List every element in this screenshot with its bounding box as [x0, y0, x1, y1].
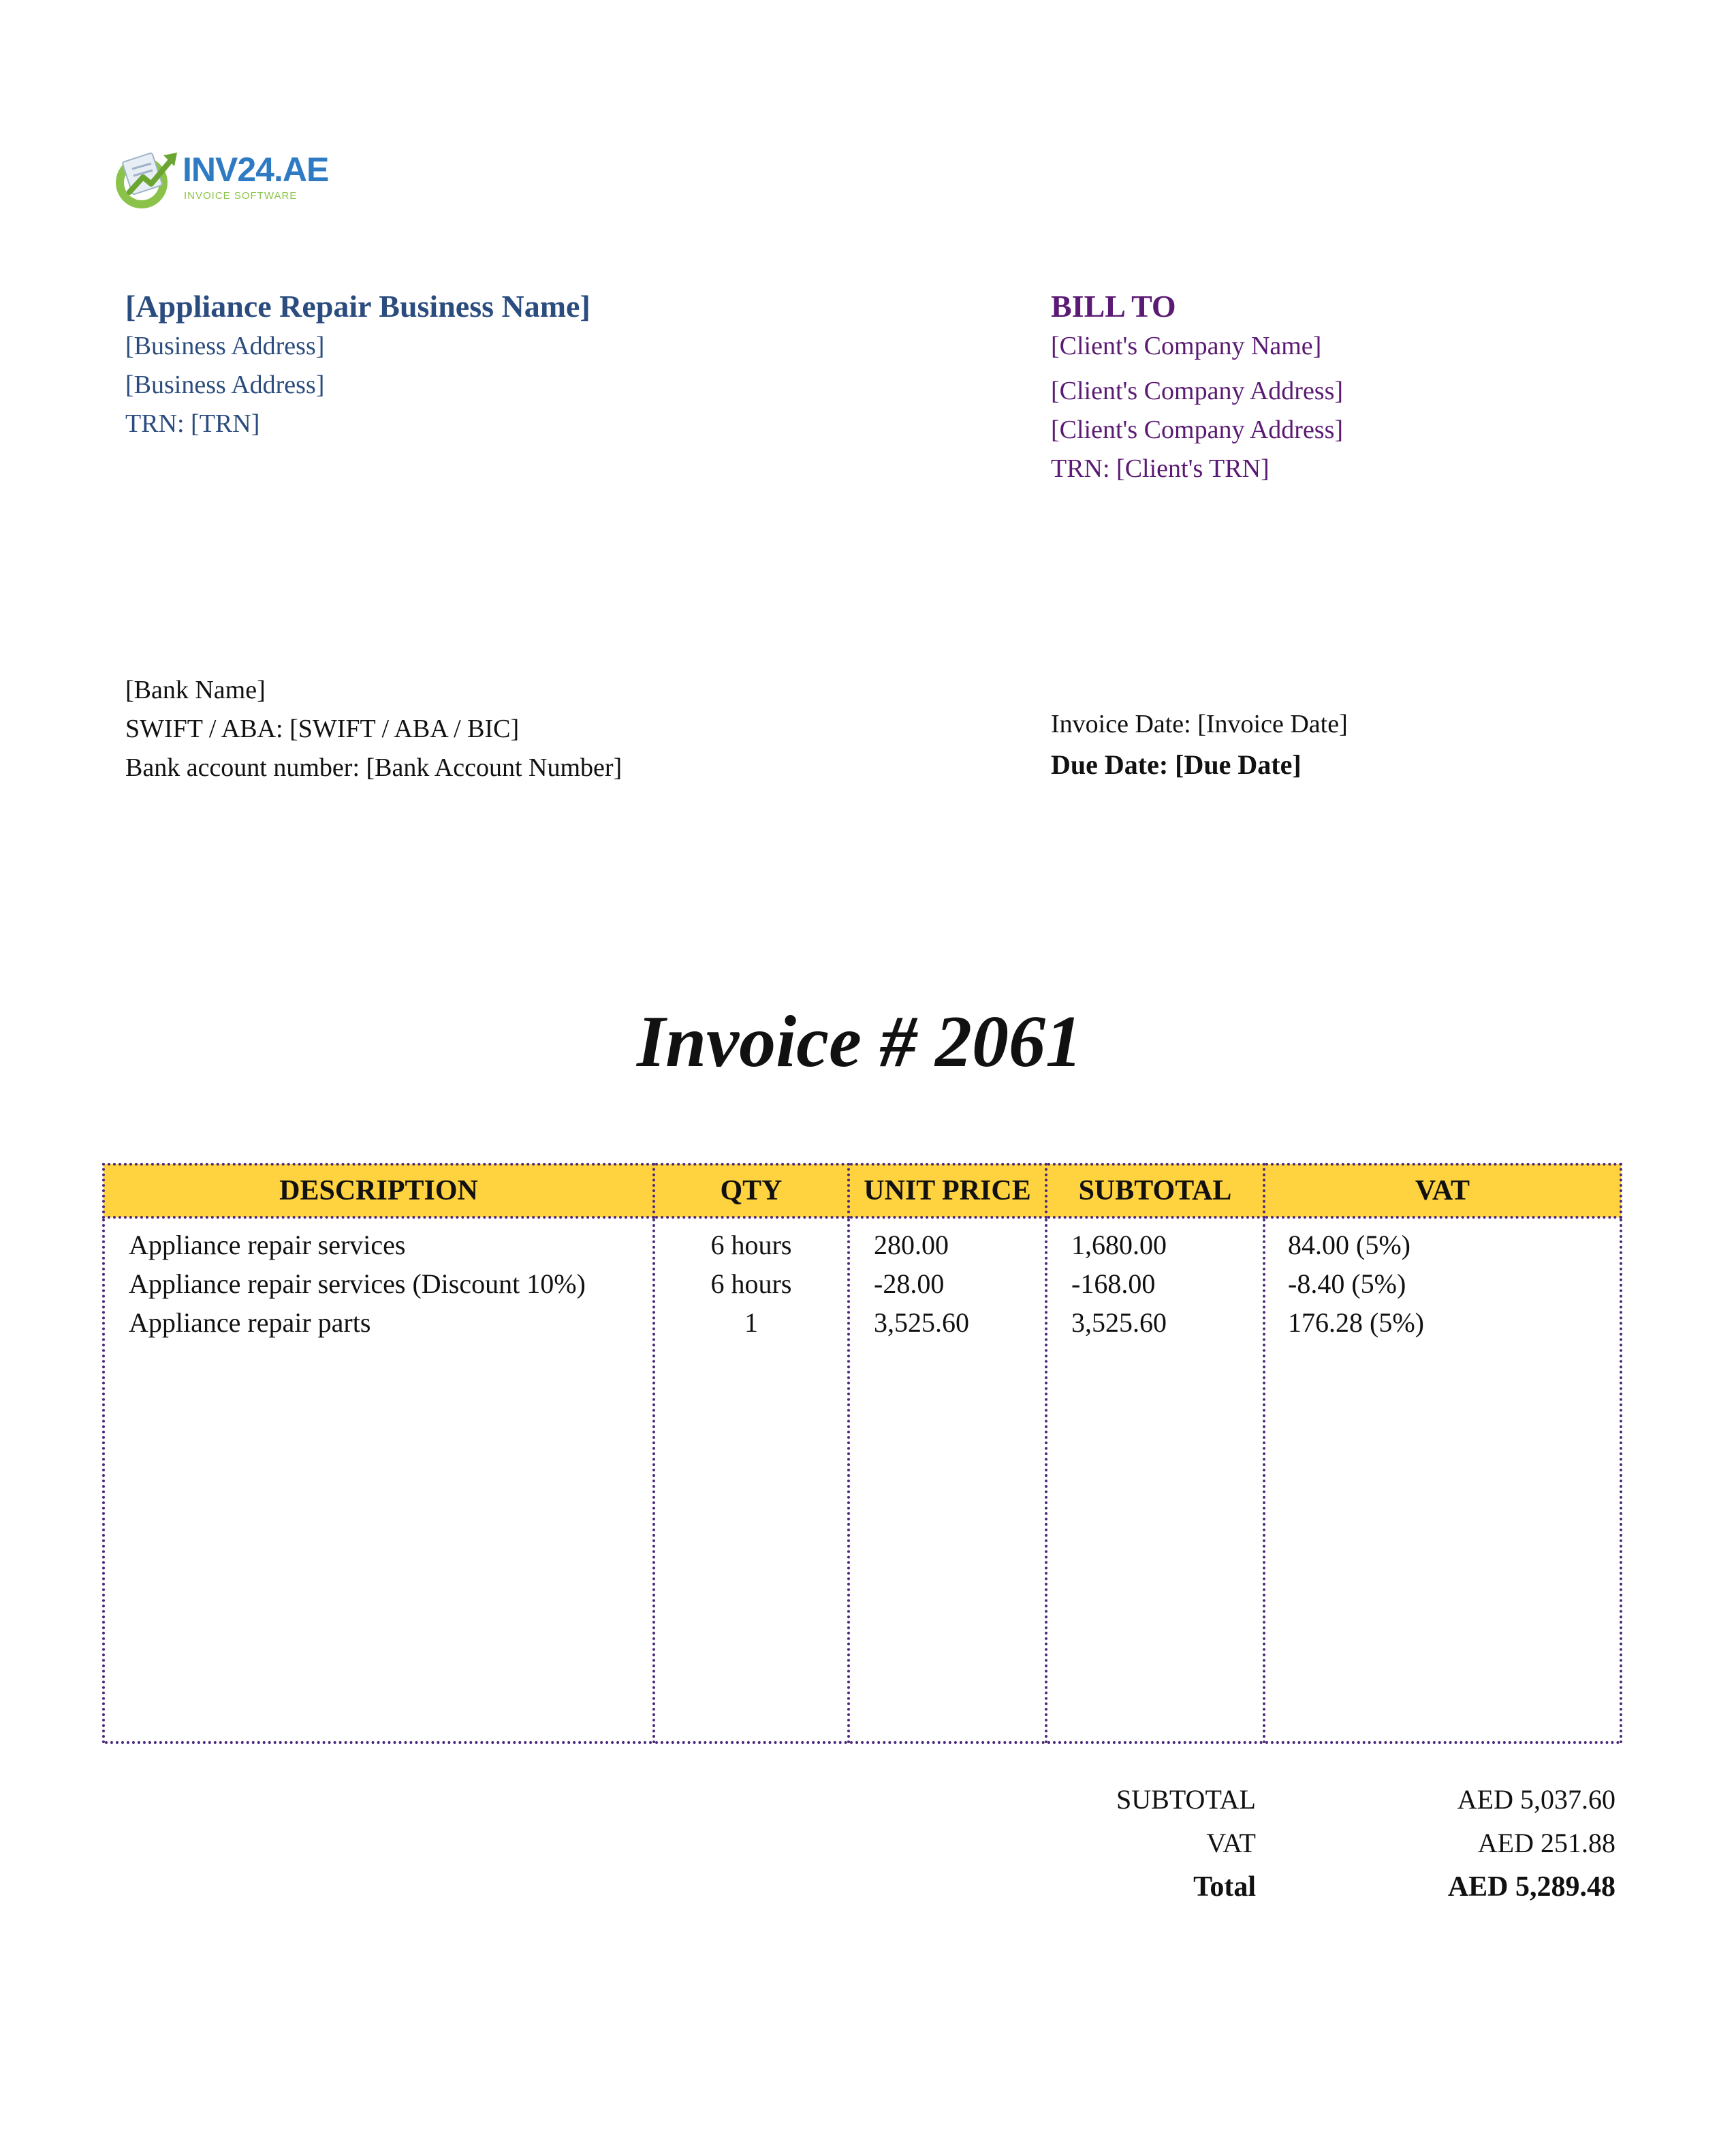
invoice-dates	[1051, 704, 1348, 785]
business-address-1: [Business Address]	[125, 332, 325, 360]
bill-to	[1051, 286, 1343, 488]
invoice-date: Invoice Date: [Invoice Date]	[1051, 710, 1348, 738]
due-date: Due Date: [Due Date]	[1051, 749, 1302, 780]
logo-tagline: INVOICE SOFTWARE	[184, 190, 298, 202]
bank-name: [Bank Name]	[125, 676, 266, 704]
logo	[109, 143, 329, 211]
header-subtotal: SUBTOTAL	[1046, 1164, 1264, 1217]
subtotal-label: SUBTOTAL	[1116, 1784, 1256, 1815]
line-items-table	[102, 1163, 1622, 1744]
header-vat: VAT	[1264, 1164, 1621, 1217]
bank-account-number: Bank account number: [Bank Account Number]	[125, 753, 622, 782]
row-3-vat: 176.28 (5%)	[1288, 1307, 1424, 1338]
row-1-unit-price: 280.00	[874, 1230, 949, 1260]
total-label: Total	[1193, 1871, 1256, 1903]
header-unit-price: UNIT PRICE	[849, 1164, 1046, 1217]
bank-details	[125, 671, 622, 787]
vat-label: VAT	[1206, 1828, 1256, 1858]
unit-price-column	[849, 1217, 1046, 1743]
row-2-subtotal: -168.00	[1071, 1268, 1156, 1299]
row-3-qty: 1	[744, 1307, 758, 1338]
row-2-description: Appliance repair services (Discount 10%)	[129, 1268, 586, 1299]
client-address-1: [Client's Company Address]	[1051, 377, 1344, 405]
bank-swift: SWIFT / ABA: [SWIFT / ABA / BIC]	[125, 715, 520, 743]
row-2-unit-price: -28.00	[874, 1268, 945, 1299]
client-address-2: [Client's Company Address]	[1051, 416, 1344, 444]
header-qty: QTY	[654, 1164, 849, 1217]
row-1-vat: 84.00 (5%)	[1288, 1230, 1410, 1260]
description-column	[104, 1217, 654, 1743]
row-3-subtotal: 3,525.60	[1071, 1307, 1167, 1338]
invoice-title: Invoice # 2061	[637, 1001, 1082, 1082]
qty-column	[654, 1217, 849, 1743]
bill-to-heading: BILL TO	[1051, 289, 1176, 324]
total-value: AED 5,289.48	[1447, 1871, 1615, 1903]
row-3-description: Appliance repair parts	[129, 1307, 371, 1338]
row-2-vat: -8.40 (5%)	[1288, 1268, 1406, 1299]
row-1-description: Appliance repair services	[129, 1230, 406, 1260]
row-3-unit-price: 3,525.60	[874, 1307, 969, 1338]
business-name: [Appliance Repair Business Name]	[125, 289, 590, 324]
client-company-name: [Client's Company Name]	[1051, 332, 1322, 360]
invoice-arrow-logo-icon	[109, 143, 184, 211]
header-description: DESCRIPTION	[104, 1164, 654, 1217]
client-trn: TRN: [Client's TRN]	[1051, 454, 1269, 483]
subtotal-value: AED 5,037.60	[1457, 1784, 1615, 1815]
totals-block	[1022, 1778, 1615, 1909]
totals-vat-row	[1022, 1822, 1615, 1865]
totals-total-row	[1022, 1865, 1615, 1909]
vat-column	[1264, 1217, 1621, 1743]
business-address-2: [Business Address]	[125, 371, 325, 399]
row-2-qty: 6 hours	[710, 1268, 792, 1299]
row-1-qty: 6 hours	[710, 1230, 792, 1260]
business-info	[125, 286, 590, 443]
logo-name: INV24.AE	[183, 151, 329, 189]
business-trn: TRN: [TRN]	[125, 409, 260, 438]
row-1-subtotal: 1,680.00	[1071, 1230, 1167, 1260]
table-header-row	[104, 1164, 1621, 1217]
subtotal-column	[1046, 1217, 1264, 1743]
vat-value: AED 251.88	[1477, 1828, 1615, 1858]
totals-subtotal-row	[1022, 1778, 1615, 1822]
